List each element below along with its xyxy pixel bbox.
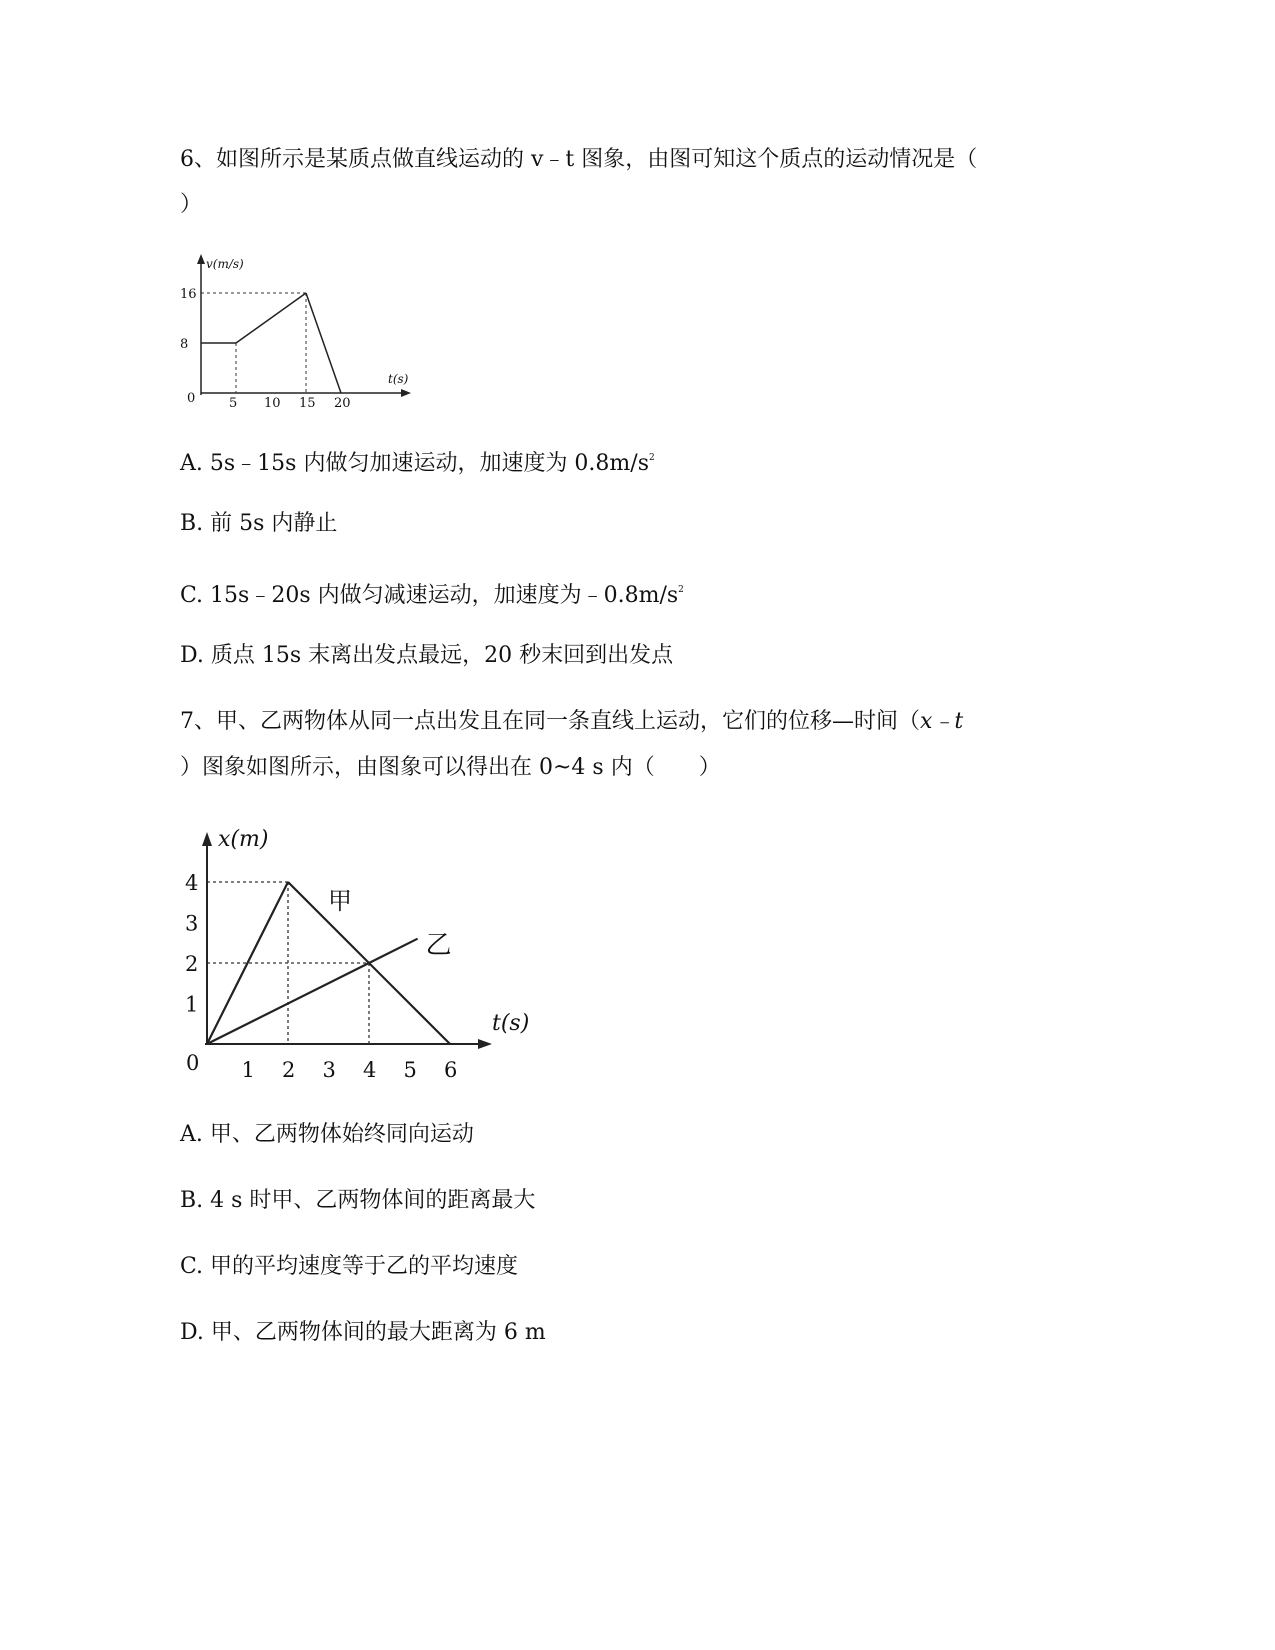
q6-y-axis-arrow <box>197 254 205 264</box>
q6-y-axis-label: v(m/s) <box>206 257 244 271</box>
q6-option-a-sup: 2 <box>648 453 655 463</box>
q7-series-yi-line <box>207 939 418 1044</box>
q6-option-b: B. 前 5s 内静止 <box>180 511 338 536</box>
q6-option-c-sup: 2 <box>678 585 684 595</box>
q7-y-tick-4: 4 <box>185 871 199 895</box>
q7-y-axis-arrow <box>202 832 212 846</box>
q6-x-tick-20: 20 <box>334 396 351 411</box>
q7-x-tick-4: 4 <box>363 1058 377 1082</box>
q6-option-c <box>180 575 684 611</box>
q7-x-tick-2: 2 <box>282 1058 296 1082</box>
q6-y-tick-8: 8 <box>180 337 189 352</box>
q6-option-c-text: C. 15s﹣20s 内做匀减速运动，加速度为﹣0.8m/s <box>180 583 679 608</box>
q6-option-a-text: A. 5s﹣15s 内做匀加速运动，加速度为 0.8m/s <box>180 451 649 476</box>
q7-option-d: D. 甲、乙两物体间的最大距离为 6 m <box>180 1320 546 1345</box>
q7-option-b: B. 4 s 时甲、乙两物体间的距离最大 <box>180 1188 536 1213</box>
q7-x-tick-6: 6 <box>444 1058 458 1082</box>
q6-series-segment-2 <box>306 293 341 393</box>
q7-y-tick-1: 1 <box>185 992 199 1017</box>
q6-stem-line1: 6、如图所示是某质点做直线运动的 v﹣t 图象，由图可知这个质点的运动情况是（ <box>180 147 978 172</box>
q6-stem-line2: ） <box>180 192 203 217</box>
q6-option-a <box>180 443 655 479</box>
q7-x-axis-label: t(s) <box>492 1011 530 1036</box>
q7-option-c: C. 甲的平均速度等于乙的平均速度 <box>180 1254 519 1279</box>
q6-x-tick-5: 5 <box>229 396 238 411</box>
q7-x-tick-3: 3 <box>322 1058 336 1082</box>
q7-x-tick-1: 1 <box>241 1058 255 1082</box>
q7-option-a: A. 甲、乙两物体始终同向运动 <box>180 1122 474 1147</box>
q6-x-tick-15: 15 <box>299 396 316 411</box>
q7-y-tick-3: 3 <box>185 911 199 936</box>
q6-y-tick-16: 16 <box>180 287 197 302</box>
q6-series-segment-1 <box>236 293 306 343</box>
q6-option-d: D. 质点 15s 末离出发点最远，20 秒末回到出发点 <box>180 643 674 668</box>
q7-stem-xt: x﹣t <box>920 709 964 734</box>
q7-xt-chart <box>180 820 540 1085</box>
q6-x-tick-10: 10 <box>264 396 281 411</box>
q7-stem-line2: ）图象如图所示，由图象可以得出在 0~4 s 内（ ） <box>180 755 721 780</box>
q7-stem-text: 7、甲、乙两物体从同一点出发且在同一条直线上运动，它们的位移—时间（ <box>180 709 920 734</box>
q6-vt-chart <box>180 250 430 415</box>
q7-y-tick-2: 2 <box>185 952 199 976</box>
q6-origin-label: 0 <box>187 391 196 406</box>
q7-origin-label: 0 <box>186 1051 200 1075</box>
q7-stem-line1 <box>180 707 963 737</box>
q7-x-tick-5: 5 <box>403 1058 417 1082</box>
q7-series-jia-label: 甲 <box>328 887 352 915</box>
q7-y-axis-label: x(m) <box>218 827 269 852</box>
q7-series-yi-label: 乙 <box>425 930 452 961</box>
q6-x-axis-arrow <box>401 389 411 397</box>
q7-x-axis-arrow <box>478 1039 492 1049</box>
q6-x-axis-label: t(s) <box>388 372 409 386</box>
